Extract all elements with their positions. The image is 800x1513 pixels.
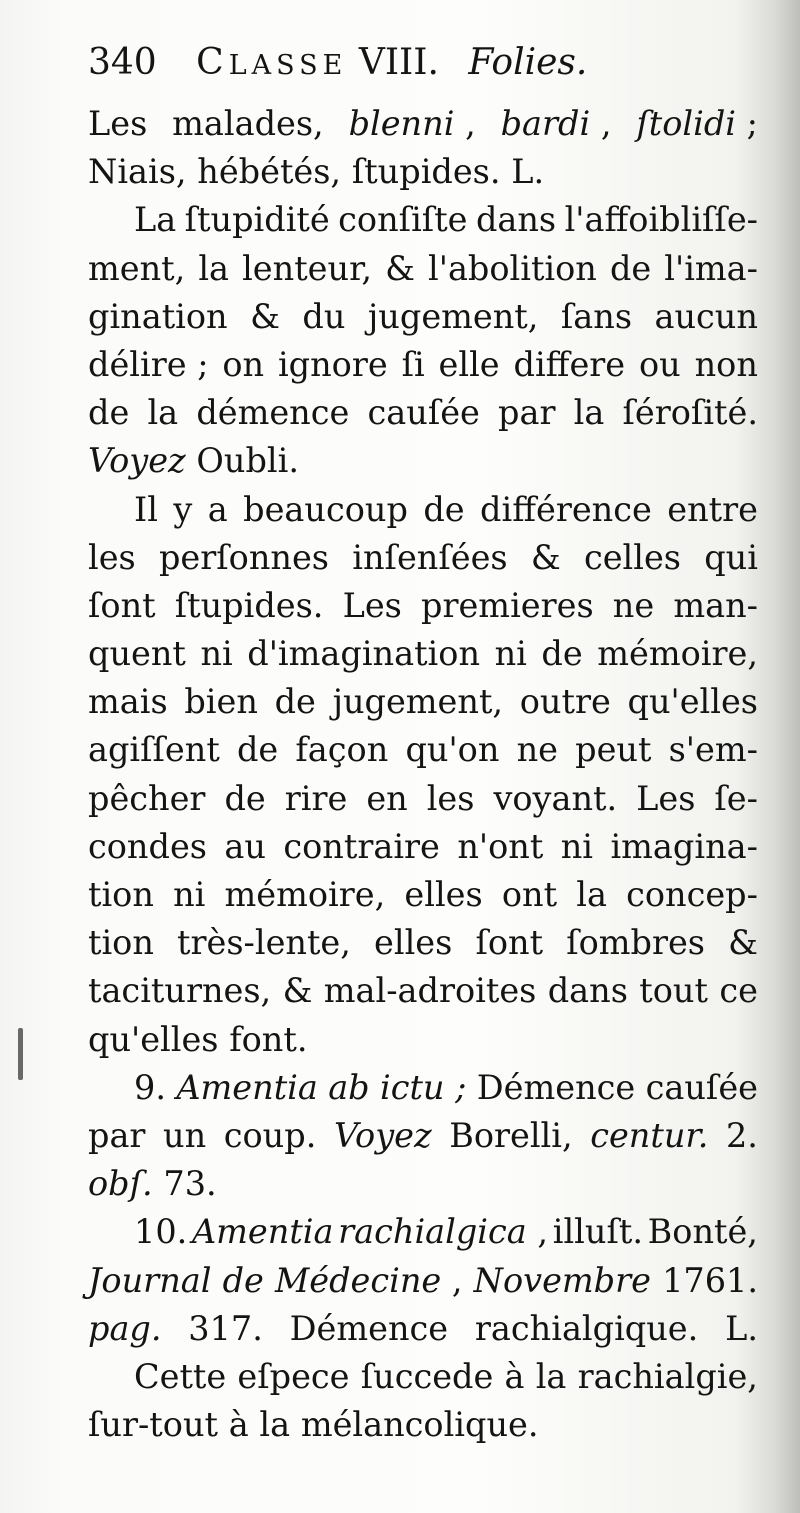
word: ni <box>200 634 233 674</box>
word: & <box>385 248 415 288</box>
margin-ink-mark <box>18 1028 23 1080</box>
word: beaucoup <box>243 489 408 529</box>
word: ſéroſité. <box>622 393 758 433</box>
word: agiſſent <box>88 730 220 770</box>
word: ne <box>516 730 558 770</box>
word: aucun <box>654 296 758 336</box>
word: gination <box>88 296 228 336</box>
word: non <box>694 344 758 384</box>
text-line <box>88 1257 758 1305</box>
word: démence <box>196 393 350 433</box>
text-line <box>88 196 758 244</box>
word: outre <box>519 682 611 722</box>
page-number: 340 <box>88 42 157 83</box>
word: ni <box>560 826 594 866</box>
text-line <box>88 293 758 341</box>
text-line <box>88 1208 758 1256</box>
text-line <box>88 534 758 582</box>
word: tout <box>639 971 708 1011</box>
word: rire <box>284 778 348 818</box>
word: elles <box>404 875 483 914</box>
word: ſe- <box>714 778 758 818</box>
word: & <box>530 537 561 577</box>
word: Voyez <box>88 441 186 481</box>
word: taciturnes, <box>88 971 272 1011</box>
word: du <box>302 296 346 336</box>
text-line <box>88 1305 758 1353</box>
word: un <box>163 1115 207 1155</box>
word: ab <box>328 1067 370 1107</box>
word: de <box>236 730 279 770</box>
word: n'ont <box>457 826 544 866</box>
word: illuſt. <box>552 1212 643 1252</box>
word: très-lente, <box>177 923 351 963</box>
word: Il <box>134 489 158 529</box>
section-title: Folies. <box>468 42 588 83</box>
word: ſont <box>475 923 544 963</box>
word: ſtupides. <box>351 152 501 192</box>
text-line <box>88 1016 758 1064</box>
word: ont <box>501 875 558 914</box>
word: s'em- <box>668 730 758 770</box>
word: à <box>228 1405 249 1445</box>
word: l'ima- <box>664 248 758 288</box>
text-line <box>88 1064 758 1112</box>
text-line <box>88 871 758 919</box>
word: pêcher <box>88 778 206 818</box>
word: à <box>504 1356 525 1396</box>
text-line <box>88 148 758 196</box>
word: de <box>222 1260 264 1300</box>
word: L. <box>511 152 545 192</box>
word: ignore <box>277 344 388 384</box>
word: Les <box>88 104 148 143</box>
text-line <box>88 1401 758 1449</box>
word: délire ; <box>88 344 209 384</box>
word: rachialgie, <box>577 1356 758 1396</box>
word: Bonté, <box>647 1212 758 1252</box>
word: au <box>224 826 266 866</box>
word: conſiſte <box>338 200 468 240</box>
word: ni <box>494 634 527 674</box>
word: coup. <box>223 1115 317 1155</box>
word: cauſée <box>367 393 480 433</box>
text-line <box>88 919 758 967</box>
word: & <box>282 971 313 1011</box>
word: ſombres <box>566 923 705 963</box>
word: font. <box>229 1019 308 1059</box>
word: les <box>426 778 475 818</box>
text-line <box>88 582 758 630</box>
word: 10. <box>134 1212 188 1252</box>
word: ſuccede <box>360 1356 494 1396</box>
word: ſont <box>88 585 156 625</box>
word: bardi , <box>500 104 612 143</box>
text-line <box>88 389 758 437</box>
class-numeral: VIII. <box>358 42 439 83</box>
word: cauſée <box>645 1067 758 1107</box>
word: Borelli, <box>449 1115 573 1155</box>
word: rachialgique. <box>474 1308 699 1348</box>
body-text <box>88 100 758 1449</box>
word: & <box>250 296 280 336</box>
word: Démence <box>289 1308 449 1348</box>
word: celles <box>583 537 681 577</box>
word: Oubli. <box>196 441 299 481</box>
word: condes <box>88 826 207 866</box>
word: de <box>609 248 652 288</box>
word: de <box>274 682 316 722</box>
class-label: CLASSE <box>196 42 348 83</box>
word: Médecine , <box>274 1260 463 1300</box>
word: qu'elles <box>627 682 758 722</box>
word: les <box>88 537 136 577</box>
word: & <box>728 923 758 963</box>
word: la <box>147 393 179 433</box>
word: Amentia <box>191 1212 334 1252</box>
text-line <box>88 437 758 485</box>
word: en <box>366 778 408 818</box>
word: a <box>207 489 228 529</box>
word: peut <box>575 730 652 770</box>
word: ſtupides. <box>174 585 324 625</box>
word: malades, <box>172 104 324 143</box>
word: 73. <box>163 1164 217 1204</box>
word: dans <box>475 200 557 240</box>
text-line <box>88 1160 758 1208</box>
text-line <box>88 341 758 389</box>
word: ſtolidi ; <box>636 104 758 143</box>
word: voyant. <box>493 778 618 818</box>
word: lenteur, <box>242 248 373 288</box>
word: rachialgica , <box>338 1212 549 1252</box>
word: qu'on <box>405 730 500 770</box>
text-line <box>88 1112 758 1160</box>
word: mémoire, <box>597 634 758 674</box>
word: d'imagination <box>247 634 481 674</box>
word: inſenſées <box>352 537 508 577</box>
word: ictu ; <box>379 1067 467 1107</box>
text-line <box>88 1353 758 1401</box>
word: ni <box>173 875 206 914</box>
word: Démence <box>476 1067 636 1107</box>
word: Niais, <box>88 152 187 192</box>
text-line <box>88 630 758 678</box>
word: la <box>198 248 230 288</box>
word: y <box>173 489 193 529</box>
word: mélancolique. <box>300 1405 539 1445</box>
word: perſonnes <box>158 537 330 577</box>
word: hébétés, <box>197 152 342 192</box>
word: mais <box>88 682 168 722</box>
word: tion <box>88 875 154 914</box>
word: 9. <box>134 1067 166 1107</box>
word: ou <box>638 344 681 384</box>
word: concep- <box>626 875 758 914</box>
word: la <box>259 1405 291 1445</box>
word: premieres <box>421 585 594 625</box>
text-line <box>88 775 758 823</box>
word: Les <box>342 585 402 625</box>
word: ſtupidité <box>184 200 330 240</box>
word: façon <box>295 730 389 770</box>
word: 317. <box>188 1308 263 1348</box>
word: par <box>498 393 556 433</box>
text-line <box>88 678 758 726</box>
word: la <box>535 1356 567 1396</box>
word: centur. <box>590 1115 709 1155</box>
word: dans <box>547 971 628 1011</box>
word: tion <box>88 923 154 963</box>
word: eſpece <box>237 1356 350 1396</box>
word: mémoire, <box>224 875 386 914</box>
word: bien <box>184 682 258 722</box>
word: elles <box>374 923 453 963</box>
word: on <box>222 344 265 384</box>
word: par <box>88 1115 146 1155</box>
text-line <box>88 486 758 534</box>
word: imagina- <box>610 826 758 866</box>
word: jugement, <box>332 682 504 722</box>
word: Les <box>636 778 696 818</box>
word: de <box>423 489 465 529</box>
word: Journal <box>88 1260 212 1300</box>
word: la <box>573 393 605 433</box>
running-header <box>88 42 587 83</box>
text-line <box>88 967 758 1015</box>
word: différence <box>480 489 652 529</box>
word: blenni , <box>348 104 476 143</box>
word: jugement, <box>367 296 539 336</box>
word: ſi <box>401 344 425 384</box>
word: la <box>576 875 607 914</box>
word: Voyez <box>333 1115 432 1155</box>
word: de <box>88 393 130 433</box>
text-line <box>88 245 758 293</box>
text-line <box>88 823 758 871</box>
text-line <box>88 100 758 148</box>
word: differe <box>513 344 626 384</box>
word: elle <box>438 344 500 384</box>
word: contraire <box>283 826 440 866</box>
word: La <box>134 200 177 240</box>
word: man- <box>673 585 758 625</box>
word: quent <box>88 634 186 674</box>
text-line <box>88 726 758 774</box>
word: 2. <box>725 1115 758 1155</box>
word: ce <box>719 971 758 1011</box>
word: obſ. <box>88 1164 153 1204</box>
word: mal-adroites <box>323 971 537 1011</box>
word: ment, <box>88 248 186 288</box>
word: 1761. <box>662 1260 758 1300</box>
word: L. <box>725 1308 758 1348</box>
word: l'affoibliſſe- <box>564 200 758 240</box>
word: de <box>224 778 266 818</box>
word: pag. <box>88 1308 162 1348</box>
word: entre <box>667 489 758 529</box>
word: Cette <box>134 1356 227 1396</box>
word: qu'elles <box>88 1019 219 1059</box>
word: ne <box>612 585 655 625</box>
word: Novembre <box>473 1260 651 1300</box>
word: ſans <box>560 296 633 336</box>
word: de <box>541 634 583 674</box>
word: l'abolition <box>428 248 597 288</box>
word: ſur-tout <box>88 1405 218 1445</box>
word: Amentia <box>176 1067 318 1107</box>
word: qui <box>704 537 758 577</box>
